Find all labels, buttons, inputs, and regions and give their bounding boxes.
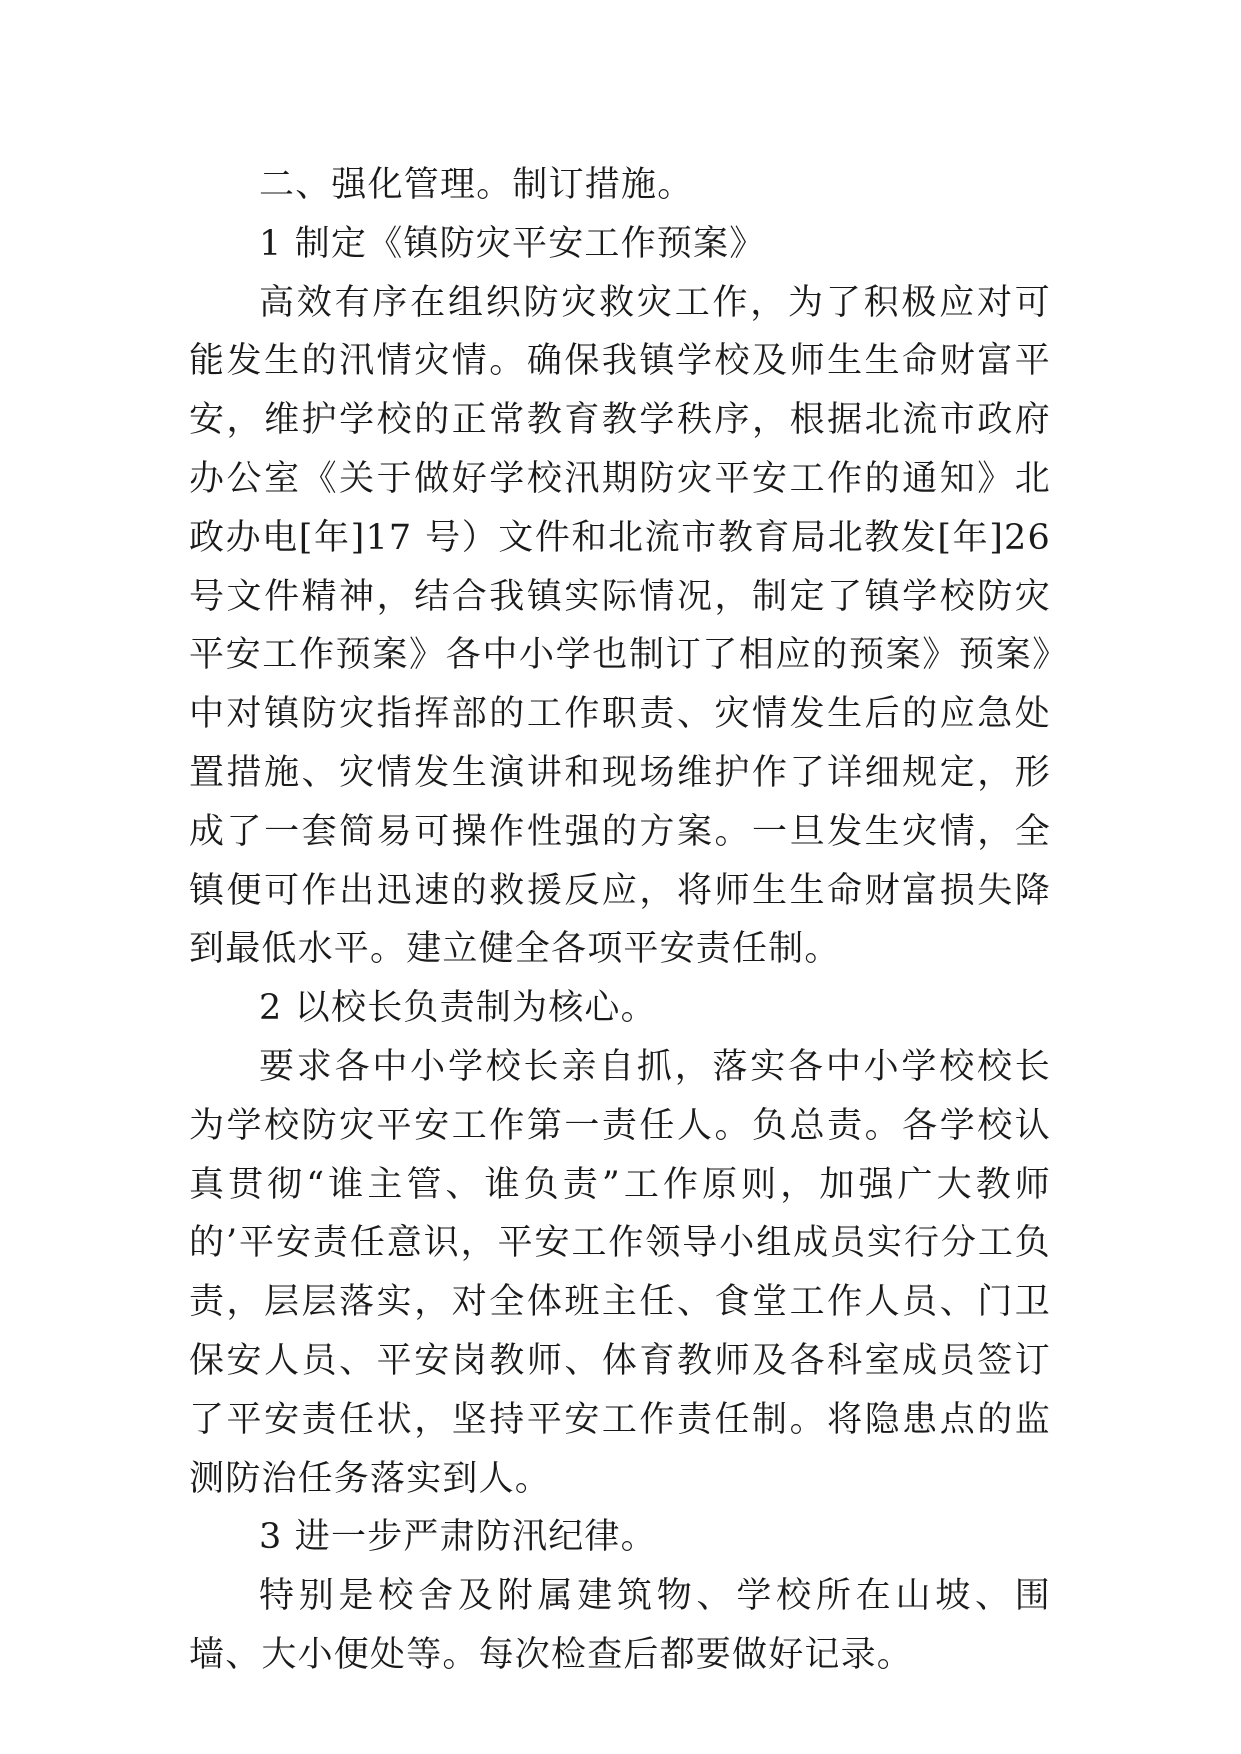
paragraph-responsibility: 要求各中小学校长亲自抓，落实各中小学校校长为学校防灾平安工作第一责任人。负总责。各学校认真贯彻“谁主管、谁负责”工作原则，加强广大教师的’平安责任意识，平安工作领导小组成员实行分工负责，层层落实，对全体班主任、食堂工作人员、门卫保安人员、平安岗教师、体育教师及各科室成员签订了平安责任状，坚持平安工作责任制。将隐患点的监测防治任务落实到人。 bbox=[189, 1046, 1051, 1499]
paragraph-plan: 高效有序在组织防灾救灾工作，为了积极应对可能发生的汛情灾情。确保我镇学校及师生生命财富平安，维护学校的正常教育教学秩序，根据北流市政府办公室《关于做好学校汛期防灾平安工作的通知》北政办电[年]17 号）文件和北流市教育局北教发[年]26 号文件精神，结合我镇实际情况，制定了镇学校防灾平安工作预案》各中小学也制订了相应的预案》预案》中对镇防灾指挥部的工作职责、灾情发生后的应急处置措施、灾情发生演讲和现场维护作了详细规定，形成了一套简易可操作性强的方案。一旦发生灾情，全镇便可作出迅速的救援反应，将师生生命财富损失降到最低水平。建立健全各项平安责任制。 bbox=[189, 282, 1051, 970]
subsection-heading-3: 3 进一步严肃防汛纪律。 bbox=[259, 1517, 657, 1558]
subsection-heading-2: 2 以校长负责制为核心。 bbox=[259, 988, 657, 1029]
section-heading: 二、强化管理。制订措施。 bbox=[259, 165, 694, 205]
document-body bbox=[189, 156, 1051, 1685]
paragraph-inspection: 特别是校舍及附属建筑物、学校所在山坡、围墙、大小便处等。每次检查后都要做好记录。 bbox=[189, 1576, 1051, 1675]
subsection-heading-1: 1 制定《镇防灾平安工作预案》 bbox=[259, 223, 766, 264]
